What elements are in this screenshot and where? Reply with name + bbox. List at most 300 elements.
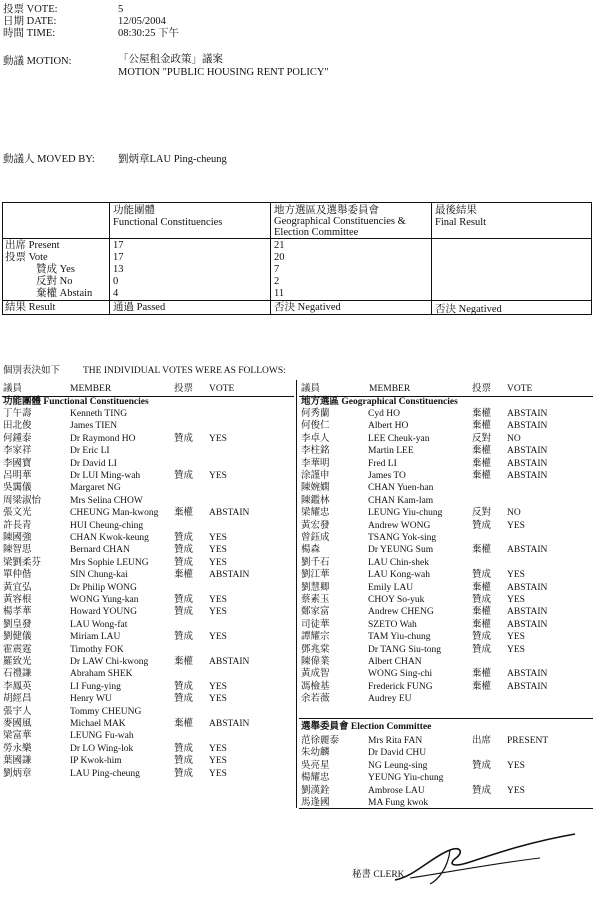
member-name-zh: 劉慧卿: [301, 582, 330, 593]
member-name-en: Dr LUI Ming-wah: [70, 471, 141, 481]
member-name-zh: 劉健儀: [3, 632, 32, 643]
member-row: [301, 644, 593, 657]
member-row: [301, 681, 593, 694]
right-col-member-en: MEMBER: [369, 384, 411, 394]
row-yes-label: 贊成 Yes: [36, 264, 75, 275]
member-name-en: IP Kwok-him: [70, 756, 122, 767]
right-col-member-zh: 議員: [301, 384, 321, 394]
member-name-en: Dr Philip WONG: [70, 582, 137, 593]
vote-en: ABSTAIN: [507, 409, 548, 419]
gc-group-zh: 地方選區: [301, 397, 340, 407]
member-row: [301, 693, 593, 706]
col-fc-en: Functional Constituencies: [113, 217, 223, 228]
member-row: [3, 544, 293, 557]
row-abstain-fc: 4: [113, 288, 119, 299]
member-name-en: Dr Raymond HO: [70, 433, 136, 444]
member-name-zh: 吳靄儀: [3, 483, 32, 494]
member-row: [301, 495, 593, 508]
vote-en: ABSTAIN: [507, 607, 548, 618]
row-vote-fc: 17: [113, 252, 124, 263]
member-row: [3, 619, 293, 632]
member-name-en: CHEUNG Man-kwong: [70, 508, 159, 519]
motion-title-en: MOTION "PUBLIC HOUSING RENT POLICY": [118, 67, 329, 78]
summary-table: [2, 202, 592, 315]
fc-result: 通過 Passed: [113, 302, 166, 313]
member-name-en: Bernard CHAN: [70, 545, 130, 556]
member-name-zh: 張宇人: [3, 706, 32, 717]
vote-en: ABSTAIN: [507, 582, 548, 593]
member-name-en: TSANG Yok-sing: [368, 533, 437, 543]
vote-zh: 棄權: [472, 471, 492, 481]
member-row: [301, 458, 593, 471]
individual-heading-en: THE INDIVIDUAL VOTES WERE AS FOLLOWS:: [83, 366, 286, 376]
member-row: [3, 557, 293, 570]
member-name-en: Andrew CHENG: [368, 607, 434, 618]
ec-group-en: Election Committee: [350, 722, 432, 732]
member-name-en: Mrs Selina CHOW: [70, 495, 143, 506]
gc-group-en: Geographical Constituencies: [341, 397, 458, 407]
vote-zh: 贊成: [174, 557, 194, 568]
vote-zh: 反對: [472, 433, 492, 444]
member-name-zh: 羅致光: [3, 657, 32, 667]
member-row: [3, 631, 293, 644]
member-name-zh: 劉炳章: [3, 768, 32, 779]
col-final-en: Final Result: [435, 217, 487, 228]
member-row: [301, 582, 593, 595]
col-final-zh: 最後結果: [435, 205, 477, 216]
member-row: [3, 582, 293, 595]
individual-heading-zh: 個別表決如下: [3, 366, 61, 376]
member-row: [301, 656, 593, 669]
member-row: [301, 785, 593, 798]
vote-zh: 棄權: [472, 681, 492, 692]
member-name-zh: 梁劉柔芬: [3, 557, 42, 568]
member-name-zh: 丁午壽: [3, 409, 32, 419]
col-gc-en1: Geographical Constituencies &: [274, 216, 406, 227]
vote-en: ABSTAIN: [507, 446, 548, 457]
vote-en: YES: [209, 595, 227, 605]
left-col-vote-en: VOTE: [209, 384, 235, 394]
vote-zh: 贊成: [174, 545, 194, 556]
member-name-en: LAU Wong-fat: [70, 619, 128, 630]
member-name-zh: 陳智思: [3, 545, 32, 556]
member-name-zh: 李家祥: [3, 446, 32, 457]
vote-en: YES: [507, 520, 525, 531]
member-row: [301, 619, 593, 632]
member-name-en: Cyd HO: [368, 409, 400, 419]
vote-zh: 棄權: [174, 508, 194, 519]
member-name-en: TAM Yiu-chung: [368, 632, 431, 643]
row-present-label: 出席 Present: [5, 240, 60, 251]
member-row: [301, 760, 593, 773]
vote-zh: 贊成: [174, 756, 194, 767]
member-name-en: Timothy FOK: [70, 644, 124, 655]
vote-en: YES: [209, 533, 227, 543]
member-name-zh: 鄭家富: [301, 607, 330, 618]
date-value: 12/05/2004: [118, 16, 166, 27]
vote-en: YES: [507, 570, 525, 581]
fc-group-en: Functional Constituencies: [43, 397, 149, 407]
member-row: [301, 520, 593, 533]
member-name-en: NG Leung-sing: [368, 760, 428, 771]
row-no-gc: 2: [274, 276, 280, 287]
vote-zh: 贊成: [472, 520, 492, 531]
fc-group-zh: 功能團體: [3, 397, 42, 407]
member-name-zh: 楊孝華: [3, 607, 32, 618]
vote-en: YES: [209, 681, 227, 692]
vote-en: YES: [209, 632, 227, 643]
vote-en: ABSTAIN: [507, 619, 548, 630]
member-name-en: Dr LAW Chi-kwong: [70, 657, 149, 667]
vote-zh: 贊成: [174, 743, 194, 754]
vote-en: ABSTAIN: [507, 421, 548, 432]
member-name-en: Miriam LAU: [70, 632, 121, 643]
vote-en: ABSTAIN: [209, 657, 250, 667]
member-row: [3, 755, 293, 768]
member-name-en: LAU Ping-cheung: [70, 768, 140, 779]
member-name-zh: 陳偉業: [301, 657, 330, 667]
member-name-en: Kenneth TING: [70, 409, 128, 419]
member-name-zh: 陳婉嫻: [301, 483, 330, 494]
member-name-zh: 曾鈺成: [301, 533, 330, 543]
vote-en: YES: [209, 743, 227, 754]
member-name-zh: 張文光: [3, 508, 32, 519]
member-name-en: Dr YEUNG Sum: [368, 545, 434, 556]
member-name-en: Michael MAK: [70, 719, 126, 729]
member-name-zh: 石禮謙: [3, 669, 32, 680]
row-yes-fc: 13: [113, 264, 124, 275]
vote-zh: 棄權: [472, 421, 492, 432]
vote-number: 5: [118, 4, 124, 15]
member-name-en: Tommy CHEUNG: [70, 706, 142, 717]
vote-en: YES: [507, 595, 525, 605]
member-name-en: LEUNG Fu-wah: [70, 731, 134, 742]
member-name-en: Mrs Sophie LEUNG: [70, 557, 149, 568]
member-name-en: CHAN Kwok-keung: [70, 533, 149, 543]
member-row: [301, 772, 593, 785]
member-name-en: Dr LO Wing-lok: [70, 743, 134, 754]
member-name-zh: 朱幼麟: [301, 748, 330, 759]
member-row: [3, 482, 293, 495]
member-row: [301, 668, 593, 681]
member-name-en: CHAN Yuen-han: [368, 483, 434, 494]
vote-zh: 棄權: [174, 719, 194, 729]
member-name-en: Andrew WONG: [368, 520, 431, 531]
member-row: [3, 433, 293, 446]
member-name-en: Abraham SHEK: [70, 669, 133, 680]
ec-group-zh: 選舉委員會: [301, 722, 349, 732]
final-result: 否決 Negatived: [435, 304, 502, 315]
member-name-zh: 梁富華: [3, 731, 32, 742]
moved-by-name: 劉炳章LAU Ping-cheung: [118, 154, 227, 165]
member-row: [3, 569, 293, 582]
member-name-zh: 呂明華: [3, 471, 32, 481]
member-name-zh: 劉江華: [301, 570, 330, 581]
col-fc-zh: 功能團體: [113, 205, 155, 216]
member-name-zh: 李卓人: [301, 433, 330, 444]
member-row: [301, 445, 593, 458]
vote-en: YES: [507, 760, 525, 771]
member-name-zh: 周梁淑怡: [3, 495, 42, 506]
member-row: [3, 706, 293, 719]
ec-group-heading: [301, 722, 431, 733]
member-row: [3, 495, 293, 508]
member-name-zh: 霍震霆: [3, 644, 32, 655]
member-name-en: Frederick FUNG: [368, 681, 433, 692]
member-row: [3, 458, 293, 471]
member-name-zh: 許長青: [3, 520, 32, 531]
member-name-en: Howard YOUNG: [70, 607, 137, 618]
member-name-en: Dr David LI: [70, 458, 117, 469]
member-name-en: WONG Yung-kan: [70, 595, 139, 605]
vote-en: ABSTAIN: [209, 719, 250, 729]
member-name-zh: 何秀蘭: [301, 409, 330, 419]
vote-label: 投票 VOTE:: [3, 4, 58, 15]
member-row: [3, 743, 293, 756]
moved-by-label: 動議人 MOVED BY:: [3, 154, 95, 165]
member-name-en: LAU Chin-shek: [368, 557, 429, 568]
vote-en: YES: [209, 607, 227, 618]
member-row: [301, 735, 593, 748]
vote-en: YES: [209, 756, 227, 767]
member-row: [3, 656, 293, 669]
vote-en: YES: [209, 557, 227, 568]
member-row: [301, 747, 593, 760]
member-name-en: WONG Sing-chi: [368, 669, 433, 680]
vote-zh: 棄權: [472, 446, 492, 457]
vote-zh: 贊成: [174, 768, 194, 779]
vote-zh: 贊成: [472, 595, 492, 605]
member-name-zh: 司徒華: [301, 619, 330, 630]
member-name-en: Dr David CHU: [368, 748, 427, 759]
member-row: [301, 544, 593, 557]
member-name-zh: 葉國謙: [3, 756, 32, 767]
vote-zh: 棄權: [174, 657, 194, 667]
vote-en: NO: [507, 508, 521, 519]
col-gc-zh: 地方選區及選舉委員會: [274, 205, 379, 216]
member-row: [3, 470, 293, 483]
member-name-en: Albert HO: [368, 421, 409, 432]
vote-en: ABSTAIN: [507, 681, 548, 692]
member-name-en: Emily LAU: [368, 582, 414, 593]
member-name-zh: 余若薇: [301, 694, 330, 705]
member-name-zh: 范徐麗泰: [301, 736, 340, 746]
vote-en: ABSTAIN: [209, 508, 250, 519]
motion-label: 動議 MOTION:: [3, 56, 72, 67]
member-name-en: Audrey EU: [368, 694, 412, 705]
vote-zh: 反對: [472, 508, 492, 519]
member-name-zh: 陳國強: [3, 533, 32, 543]
member-name-en: Dr TANG Siu-tong: [368, 644, 441, 655]
vote-en: PRESENT: [507, 736, 549, 746]
member-name-zh: 李柱銘: [301, 446, 330, 457]
vote-en: YES: [209, 694, 227, 705]
member-name-zh: 劉千石: [301, 557, 330, 568]
member-name-en: HUI Cheung-ching: [70, 520, 144, 531]
vote-en: ABSTAIN: [209, 570, 250, 581]
vote-zh: 贊成: [174, 433, 194, 444]
member-row: [3, 681, 293, 694]
member-row: [3, 730, 293, 743]
member-row: [301, 631, 593, 644]
member-row: [3, 668, 293, 681]
member-name-en: LEE Cheuk-yan: [368, 433, 430, 444]
member-row: [3, 768, 293, 781]
member-name-zh: 譚耀宗: [301, 632, 330, 643]
vote-zh: 贊成: [472, 760, 492, 771]
member-name-zh: 馮檢基: [301, 681, 330, 692]
vote-en: ABSTAIN: [507, 545, 548, 556]
member-name-zh: 單仲偕: [3, 570, 32, 581]
vote-zh: 贊成: [174, 694, 194, 705]
member-row: [301, 482, 593, 495]
result-label: 結果 Result: [5, 302, 56, 313]
member-name-zh: 吳亮星: [301, 760, 330, 771]
member-name-en: Henry WU: [70, 694, 112, 705]
member-row: [301, 408, 593, 421]
member-name-zh: 李華明: [301, 458, 330, 469]
member-name-zh: 何鍾泰: [3, 433, 32, 444]
member-name-zh: 蔡素玉: [301, 595, 330, 605]
member-name-en: CHAN Kam-lam: [368, 495, 434, 506]
left-col-member-zh: 議員: [3, 384, 23, 394]
gc-group-heading: [301, 397, 458, 408]
vote-zh: 棄權: [472, 607, 492, 618]
vote-en: NO: [507, 433, 521, 444]
right-col-vote-en: VOTE: [507, 384, 533, 394]
clerk-signature-image: [390, 828, 580, 888]
vote-en: YES: [507, 632, 525, 643]
member-name-zh: 黃成智: [301, 669, 330, 680]
col-gc-en2: Election Committee: [274, 227, 359, 238]
member-name-zh: 鄧兆棠: [301, 644, 330, 655]
vote-zh: 贊成: [472, 570, 492, 581]
vote-zh: 棄權: [472, 545, 492, 556]
vote-en: YES: [209, 433, 227, 444]
member-row: [3, 594, 293, 607]
member-name-zh: 田北俊: [3, 421, 32, 432]
gc-result: 否決 Negatived: [274, 302, 341, 313]
member-row: [3, 445, 293, 458]
vote-zh: 棄權: [472, 669, 492, 680]
member-name-en: YEUNG Yiu-chung: [368, 773, 444, 784]
member-name-en: LEUNG Yiu-chung: [368, 508, 443, 519]
vote-zh: 贊成: [174, 681, 194, 692]
vote-zh: 棄權: [174, 570, 194, 581]
member-name-en: CHOY So-yuk: [368, 595, 425, 605]
vote-en: YES: [209, 471, 227, 481]
member-name-zh: 涂謹申: [301, 471, 330, 481]
vote-zh: 贊成: [472, 632, 492, 643]
member-name-zh: 楊森: [301, 545, 321, 556]
member-row: [3, 718, 293, 731]
row-no-fc: 0: [113, 276, 119, 287]
member-name-zh: 楊耀忠: [301, 773, 330, 784]
member-name-zh: 李鳳英: [3, 681, 32, 692]
member-row: [3, 420, 293, 433]
clerk-label: 秘書 CLERK: [352, 870, 405, 880]
member-name-en: LI Fung-ying: [70, 681, 121, 692]
member-row: [3, 606, 293, 619]
member-row: [3, 520, 293, 533]
member-name-zh: 胡經昌: [3, 694, 32, 705]
vote-en: YES: [209, 768, 227, 779]
member-name-zh: 勞永樂: [3, 743, 32, 754]
member-name-zh: 馬逢國: [301, 798, 330, 808]
member-name-en: James TO: [368, 471, 406, 481]
member-name-zh: 劉皇發: [3, 619, 32, 630]
member-name-en: Albert CHAN: [368, 657, 422, 667]
member-name-en: James TIEN: [70, 421, 118, 432]
member-name-en: Margaret NG: [70, 483, 121, 494]
member-name-en: Fred LI: [368, 458, 397, 469]
row-abstain-label: 棄權 Abstain: [36, 288, 93, 299]
member-name-zh: 梁耀忠: [301, 508, 330, 519]
vote-zh: 贊成: [174, 607, 194, 618]
member-name-en: LAU Kong-wah: [368, 570, 431, 581]
member-row: [3, 408, 293, 421]
time-value: 08:30:25 下午: [118, 28, 179, 39]
motion-title-zh: 「公屋租金政策」議案: [118, 54, 223, 65]
vote-en: YES: [209, 545, 227, 556]
member-name-zh: 黃宏發: [301, 520, 330, 531]
vote-zh: 棄權: [472, 458, 492, 469]
member-name-zh: 李國寶: [3, 458, 32, 469]
member-row: [3, 532, 293, 545]
vote-en: ABSTAIN: [507, 669, 548, 680]
member-row: [3, 693, 293, 706]
vote-en: YES: [507, 785, 525, 796]
member-name-en: Martin LEE: [368, 446, 414, 457]
member-name-en: MA Fung kwok: [368, 798, 429, 808]
member-name-en: SIN Chung-kai: [70, 570, 128, 581]
member-row: [301, 557, 593, 570]
vote-en: YES: [507, 644, 525, 655]
vote-zh: 棄權: [472, 582, 492, 593]
time-label: 時間 TIME:: [3, 28, 56, 39]
member-row: [301, 606, 593, 619]
fc-group-heading: [3, 397, 149, 408]
member-name-zh: 劉漢銓: [301, 785, 330, 796]
vote-zh: 棄權: [472, 619, 492, 630]
right-col-vote-zh: 投票: [472, 384, 492, 394]
member-row: [301, 433, 593, 446]
member-row: [301, 420, 593, 433]
member-name-zh: 麥國風: [3, 719, 32, 729]
row-present-fc: 17: [113, 240, 124, 251]
lists-divider: [296, 380, 297, 808]
member-name-zh: 黃容根: [3, 595, 32, 605]
member-row: [301, 569, 593, 582]
vote-zh: 贊成: [174, 471, 194, 481]
member-row: [3, 644, 293, 657]
member-row: [301, 470, 593, 483]
member-name-zh: 黃宜弘: [3, 582, 32, 593]
row-yes-gc: 7: [274, 264, 280, 275]
row-abstain-gc: 11: [274, 288, 285, 299]
member-row: [3, 507, 293, 520]
member-row: [301, 507, 593, 520]
member-name-zh: 何俊仁: [301, 421, 330, 432]
vote-zh: 贊成: [174, 632, 194, 643]
row-vote-gc: 20: [274, 252, 285, 263]
member-name-zh: 陳鑑林: [301, 495, 330, 506]
left-col-member-en: MEMBER: [70, 384, 112, 394]
member-name-en: Mrs Rita FAN: [368, 736, 423, 746]
left-col-vote-zh: 投票: [174, 384, 194, 394]
row-no-label: 反對 No: [36, 276, 73, 287]
vote-zh: 棄權: [472, 409, 492, 419]
